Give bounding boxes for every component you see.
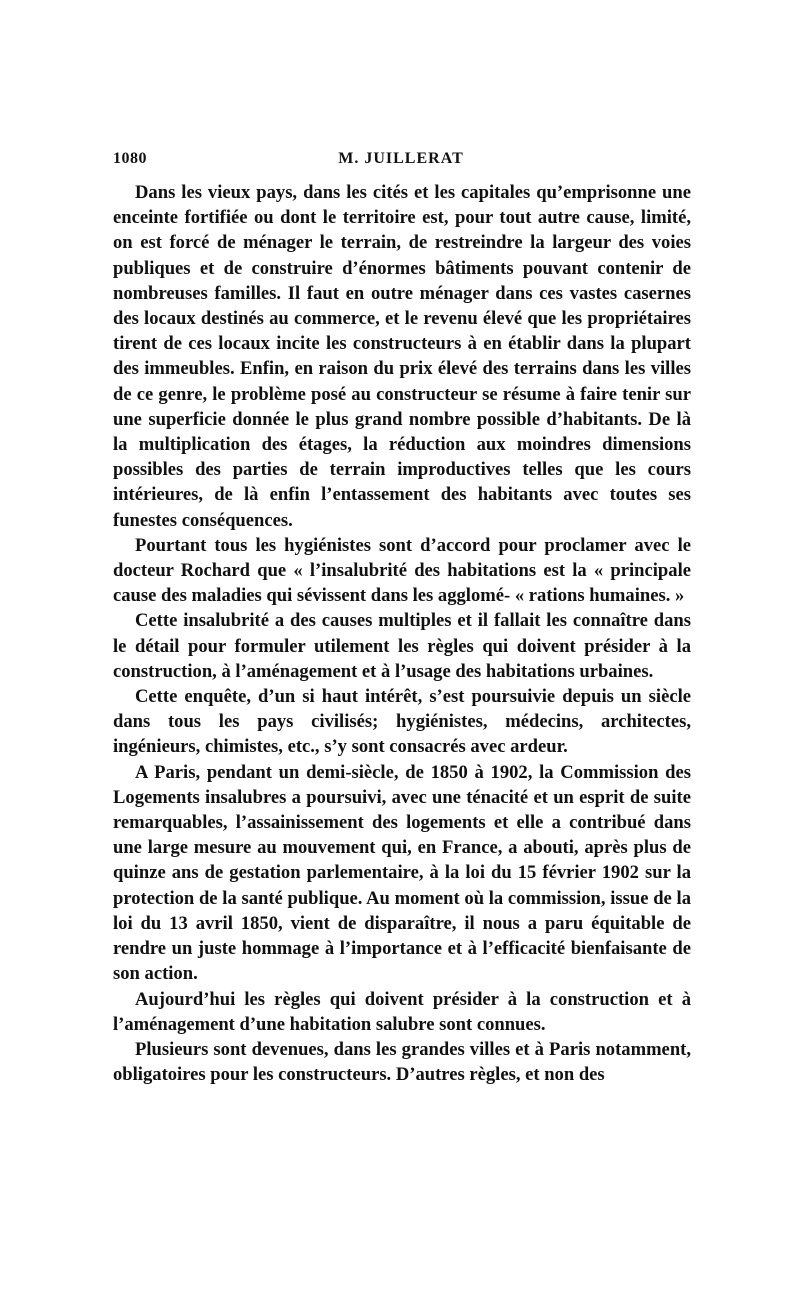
paragraph-1: Dans les vieux pays, dans les cités et les capitales qu’emprisonne une enceinte fortifiée ou dont le territoire est, pour tout autre cause, limité, on est forcé de ménager le terrain, de restreindre la largeur des voies publiques et de construire d’énormes bâtiments pouvant contenir de nombreuses familles. Il faut en outre ménager dans ces vastes casernes des locaux destinés au commerce, et le revenu élevé que les propriétaires tirent de ces locaux incite les constructeurs à en établir dans la plupart des immeubles. Enfin, en raison du prix élevé des terrains dans les villes de ce genre, le problème posé au constructeur se résume à faire tenir sur une superficie donnée le plus grand nombre possible d’habitants. De là la multiplication des étages, la réduction aux moindres dimensions possibles des parties de terrain improductives telles que les cours intérieures, de là enfin l’entassement des habitants avec toutes ses funestes conséquences. (113, 182, 691, 531)
body-text (113, 180, 691, 1087)
paragraph-5: A Paris, pendant un demi-siècle, de 1850 à 1902, la Commission des Logements insalubres a poursuivi, avec une ténacité et un esprit de suite remarquables, l’assainissement des logements et elle a contribué dans une large mesure au mouvement qui, en France, a abouti, après plus de quinze ans de gestation parlementaire, à la loi du 15 février 1902 sur la protection de la santé publique. Au moment où la commission, issue de la loi du 13 avril 1850, vient de disparaître, il nous a paru équitable de rendre un juste hommage à l’importance et à l’efficacité bienfaisante de son action. (113, 761, 691, 985)
paragraph-6: Aujourd’hui les règles qui doivent présider à la construction et à l’aménagement d’une habitation salubre sont connues. (113, 988, 691, 1035)
paragraph-3: Cette insalubrité a des causes multiples et il fallait les connaître dans le détail pour formuler utilement les règles qui doivent présider à la construction, à l’aménagement et à l’usage des habitations urbaines. (113, 610, 691, 682)
paragraph-4: Cette enquête, d’un si haut intérêt, s’est poursuivie depuis un siècle dans tous les pays civilisés; hygiénistes, médecins, architectes, ingénieurs, chimistes, etc., s’y sont consacrés avec ardeur. (113, 686, 691, 758)
paragraph-2: Pourtant tous les hygiénistes sont d’accord pour proclamer avec le docteur Rochard que « l’insalubrité des habitations est la « principale cause des maladies qui sévissent dans les agglomé- « rations humaines. » (113, 534, 691, 607)
running-head: M. JUILLERAT (338, 150, 464, 167)
paragraph-7: Plusieurs sont devenues, dans les grandes villes et à Paris notamment, obligatoires pour les constructeurs. D’autres règles, et non des (113, 1038, 691, 1086)
page-number: 1080 (113, 150, 147, 167)
page-header (113, 150, 689, 176)
